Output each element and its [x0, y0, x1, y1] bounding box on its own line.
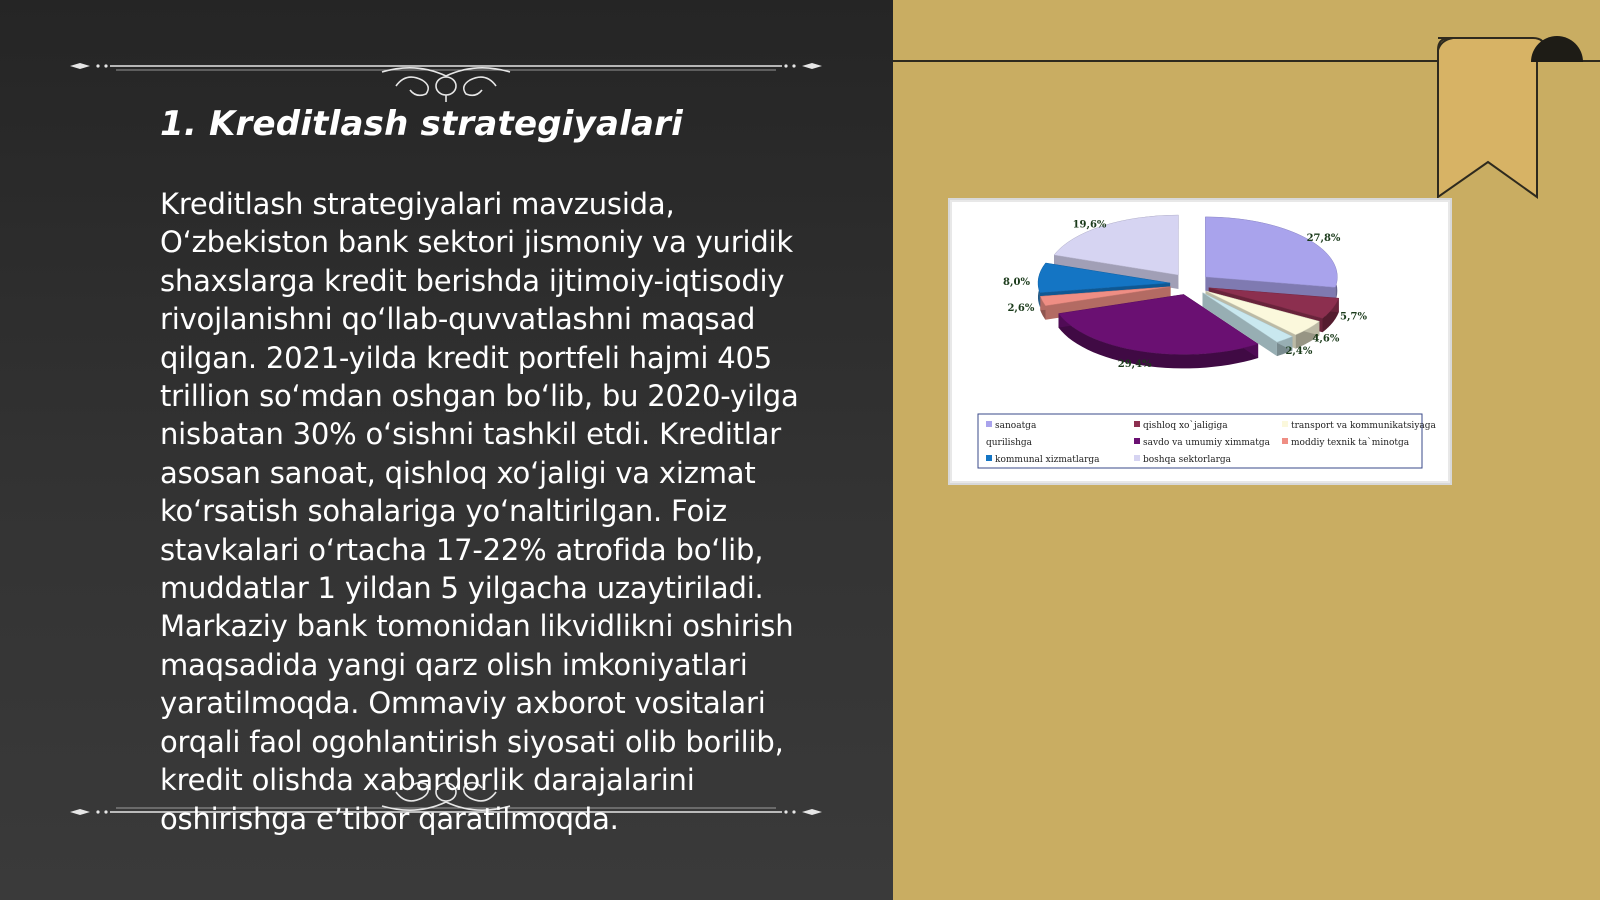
svg-text:transport va kommunikatsiyaga: transport va kommunikatsiyaga [1291, 421, 1436, 431]
legend-item-3 [986, 438, 1033, 448]
svg-text:moddiy texnik ta`minotga: moddiy texnik ta`minotga [1291, 438, 1410, 448]
slice-label-0: 27,8% [1306, 233, 1341, 245]
slide-body-text: Kreditlash strategiyalari mavzusida, O‘zbekiston bank sektori jismoniy va yuridik shaxslarga kredit berishda ijtimoiy-iqtisodiy rivojlanishni qo‘llab-quvvatlashni maqsad qilgan. 2021-yilda kredit portfeli hajmi 405 trillion so‘mdan oshgan bo‘lib, bu 2020-yilga nisbatan 30% o‘sishni tashkil etdi. Kreditlar asosan sanoat, qishloq xo‘jaligi va xizmat ko‘rsatish sohalariga yo‘naltirilgan. Foiz stavkalari o‘rtacha 17-22% atrofida bo‘lib, muddatlar 1 yildan 5 yilgacha uzaytiriladi. Markaziy bank tomonidan likvidlikni oshirish maqsadida yangi qarz olish imkoniyatlari yaratilmoqda. Ommaviy axborot vositalari orqali faol ogohlantirish siyosati olib borilib, kredit olishda xabardorlik darajalarini oshirishga e’tibor qaratilmoqda. [160, 187, 799, 836]
pie-slice-0 [1205, 217, 1337, 301]
pie-chart-figure [950, 200, 1450, 483]
slice-label-6: 8,0% [1003, 276, 1030, 288]
slice-label-2: 4,6% [1312, 333, 1340, 345]
legend-item-5 [1282, 437, 1410, 448]
slice-label-4: 29,4% [1117, 359, 1152, 371]
pie-chart-svg [952, 202, 1448, 481]
bookmark-ribbon-icon [893, 0, 1600, 200]
legend-item-7 [1134, 455, 1232, 465]
legend-item-2 [1282, 421, 1437, 431]
svg-text:qurilishga: qurilishga [986, 438, 1033, 448]
slice-label-3: 2,4% [1285, 345, 1313, 357]
slice-label-5: 2,6% [1007, 303, 1035, 315]
svg-text:sanoatga: sanoatga [995, 421, 1037, 431]
svg-text:kommunal xizmatlarga: kommunal xizmatlarga [995, 455, 1100, 465]
slice-label-7: 19,6% [1072, 219, 1107, 231]
slice-label-1: 5,7% [1340, 311, 1367, 323]
legend-item-6 [986, 455, 1100, 465]
slide-title: 1. Kreditlash strategiyalari [160, 104, 683, 144]
top-ornament-divider [66, 42, 826, 102]
svg-text:savdo va umumiy ximmatga: savdo va umumiy ximmatga [1143, 438, 1271, 448]
svg-text:qishloq xo`jaligiga: qishloq xo`jaligiga [1143, 421, 1228, 431]
legend-item-4 [1134, 438, 1271, 448]
legend-item-1 [1134, 420, 1228, 431]
svg-text:boshqa sektorlarga: boshqa sektorlarga [1143, 455, 1231, 465]
